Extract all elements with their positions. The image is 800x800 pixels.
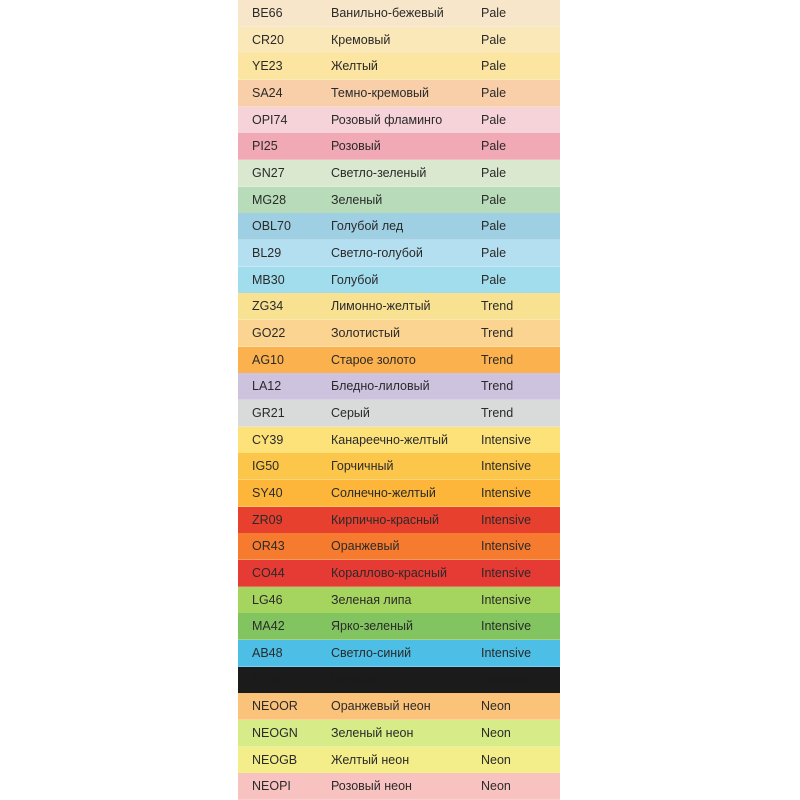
swatch-code: PI25 [252, 139, 278, 154]
swatch-line: Intensive [481, 672, 532, 687]
swatch-code: NEOPI [252, 779, 291, 794]
swatch-name: Желтый [331, 59, 378, 74]
color-swatch-row [238, 320, 560, 347]
color-swatch-row [238, 53, 560, 80]
swatch-code: OR43 [252, 539, 285, 554]
swatch-line: Pale [481, 6, 507, 21]
swatch-code: GN27 [252, 166, 285, 181]
swatch-code: MA42 [252, 619, 285, 634]
swatch-line: Intensive [481, 486, 532, 501]
swatch-line: Neon [481, 752, 511, 767]
swatch-name: Бледно-лиловый [331, 379, 430, 394]
color-swatch-row [238, 187, 560, 214]
swatch-name: Старое золото [331, 352, 416, 367]
swatch-name: Кирпично-красный [331, 512, 439, 527]
swatch-name: Кораллово-красный [331, 566, 447, 581]
color-swatch-row [238, 613, 560, 640]
swatch-name: Голубой лед [331, 219, 404, 234]
swatch-name: Зеленый [331, 192, 383, 207]
swatch-code: NEOOR [252, 699, 298, 714]
swatch-line: Intensive [481, 432, 532, 447]
color-swatch-row [238, 160, 560, 187]
swatch-name: Желтый неон [331, 752, 410, 767]
swatch-code: OPI74 [252, 112, 288, 127]
color-swatch-row [238, 400, 560, 427]
swatch-name: Розовый неон [331, 779, 412, 794]
swatch-line: Intensive [481, 539, 532, 554]
swatch-line: Pale [481, 32, 507, 47]
color-swatch-row [238, 133, 560, 160]
swatch-code: CO44 [252, 566, 285, 581]
swatch-code: B100 [252, 672, 282, 687]
swatch-line: Pale [481, 192, 507, 207]
swatch-name: Темно-кремовый [331, 86, 430, 101]
color-swatch-row [238, 107, 560, 134]
color-swatch-row [238, 667, 560, 694]
swatch-code: NEOGN [252, 726, 298, 741]
swatch-line: Intensive [481, 512, 532, 527]
color-swatch-row [238, 80, 560, 107]
swatch-line: Intensive [481, 646, 532, 661]
swatch-name: Серый [331, 406, 370, 421]
color-swatch-row [238, 347, 560, 374]
swatch-name: Лимонно-желтый [331, 299, 431, 314]
color-swatch-chart [238, 0, 560, 800]
swatch-name: Солнечно-желтый [331, 486, 436, 501]
color-swatch-row [238, 213, 560, 240]
swatch-line: Pale [481, 219, 507, 234]
swatch-code: CY39 [252, 432, 284, 447]
color-swatch-row [238, 507, 560, 534]
color-swatch-row [238, 427, 560, 454]
color-swatch-row [238, 293, 560, 320]
swatch-code: YE23 [252, 59, 283, 74]
color-swatch-row [238, 480, 560, 507]
color-swatch-row [238, 747, 560, 774]
swatch-name: Оранжевый неон [331, 699, 431, 714]
color-swatch-row [238, 693, 560, 720]
swatch-line: Intensive [481, 619, 532, 634]
color-swatch-row [238, 560, 560, 587]
swatch-name: Горчичный [331, 459, 394, 474]
swatch-name: Оранжевый [331, 539, 400, 554]
swatch-name: Голубой [331, 272, 379, 287]
color-swatch-row [238, 587, 560, 614]
color-swatch-row [238, 720, 560, 747]
swatch-code: BE66 [252, 6, 283, 21]
swatch-line: Neon [481, 726, 511, 741]
swatch-code: MG28 [252, 192, 287, 207]
swatch-code: CR20 [252, 32, 284, 47]
color-swatch-row [238, 773, 560, 800]
color-swatch-row [238, 453, 560, 480]
swatch-line: Pale [481, 166, 507, 181]
swatch-name: Светло-синий [331, 646, 412, 661]
swatch-code: AG10 [252, 352, 284, 367]
swatch-name: Золотистый [331, 326, 400, 341]
color-swatch-row [238, 27, 560, 54]
swatch-line: Trend [481, 379, 514, 394]
swatch-name: Канареечно-желтый [331, 432, 448, 447]
swatch-code: LA12 [252, 379, 282, 394]
swatch-name: Розовый [331, 139, 381, 154]
swatch-line: Pale [481, 112, 507, 127]
swatch-code: BL29 [252, 246, 282, 261]
swatch-code: IG50 [252, 459, 280, 474]
swatch-name: Черный [331, 672, 377, 687]
swatch-line: Pale [481, 272, 507, 287]
swatch-code: GO22 [252, 326, 286, 341]
swatch-line: Pale [481, 246, 507, 261]
swatch-line: Trend [481, 352, 514, 367]
swatch-name: Кремовый [331, 32, 391, 47]
swatch-name: Зеленый неон [331, 726, 414, 741]
swatch-line: Intensive [481, 592, 532, 607]
color-swatch-row [238, 240, 560, 267]
swatch-line: Pale [481, 59, 507, 74]
swatch-name: Ванильно-бежевый [331, 6, 444, 21]
swatch-line: Neon [481, 779, 511, 794]
swatch-name: Ярко-зеленый [331, 619, 413, 634]
color-swatch-row [238, 373, 560, 400]
swatch-code: AB48 [252, 646, 283, 661]
swatch-code: OBL70 [252, 219, 291, 234]
swatch-name: Зеленая липа [331, 592, 412, 607]
swatch-line: Intensive [481, 459, 532, 474]
swatch-name: Розовый фламинго [331, 112, 443, 127]
swatch-line: Neon [481, 699, 511, 714]
swatch-code: SY40 [252, 486, 283, 501]
swatch-line: Trend [481, 406, 514, 421]
color-swatch-row [238, 0, 560, 27]
swatch-code: NEOGB [252, 752, 298, 767]
swatch-code: GR21 [252, 406, 285, 421]
color-swatch-row [238, 267, 560, 294]
swatch-name: Светло-голубой [331, 246, 423, 261]
color-swatch-row [238, 640, 560, 667]
swatch-code: ZR09 [252, 512, 283, 527]
swatch-code: SA24 [252, 86, 283, 101]
swatch-line: Intensive [481, 566, 532, 581]
swatch-line: Trend [481, 299, 514, 314]
swatch-code: LG46 [252, 592, 283, 607]
swatch-name: Светло-зеленый [331, 166, 427, 181]
color-swatch-row [238, 533, 560, 560]
swatch-code: ZG34 [252, 299, 284, 314]
swatch-line: Pale [481, 86, 507, 101]
swatch-code: MB30 [252, 272, 285, 287]
swatch-line: Trend [481, 326, 514, 341]
swatch-line: Pale [481, 139, 507, 154]
